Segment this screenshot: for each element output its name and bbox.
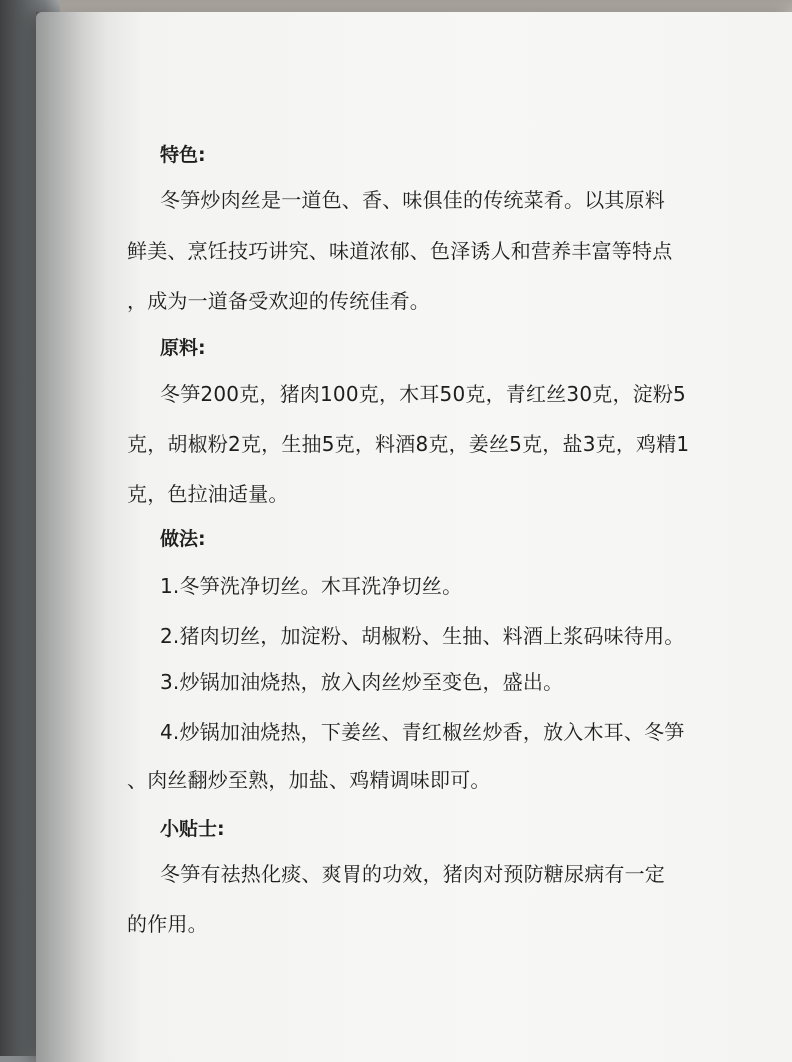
- ingredients-line-2: 克，胡椒粉2克，生抽5克，料酒8克，姜丝5克，盐3克，鸡精1: [127, 432, 690, 456]
- method-step-4: 4.炒锅加油烧热，下姜丝、青红椒丝炒香，放入木耳、冬笋: [160, 720, 685, 744]
- method-heading: 做法:: [160, 528, 206, 550]
- method-step-4-cont: 、肉丝翻炒至熟，加盐、鸡精调味即可。: [127, 768, 491, 792]
- method-step-2: 2.猪肉切丝，加淀粉、胡椒粉、生抽、料酒上浆码味待用。: [160, 624, 685, 648]
- features-line-2: 鲜美、烹饪技巧讲究、味道浓郁、色泽诱人和营养丰富等特点: [127, 239, 673, 263]
- features-line-3: ，成为一道备受欢迎的传统佳肴。: [127, 289, 430, 313]
- ingredients-line-3: 克，色拉油适量。: [127, 482, 289, 506]
- features-heading: 特色:: [160, 144, 206, 166]
- features-line-1: 冬笋炒肉丝是一道色、香、味俱佳的传统菜肴。以其原料: [160, 188, 665, 212]
- method-step-3: 3.炒锅加油烧热，放入肉丝炒至变色，盛出。: [160, 670, 564, 694]
- ingredients-heading: 原料:: [160, 337, 206, 359]
- tips-heading: 小贴士:: [160, 818, 225, 840]
- method-step-1: 1.冬笋洗净切丝。木耳洗净切丝。: [160, 574, 463, 598]
- tips-line-1: 冬笋有祛热化痰、爽胃的功效，猪肉对预防糖尿病有一定: [160, 862, 665, 886]
- tips-line-2: 的作用。: [127, 912, 208, 936]
- ingredients-line-1: 冬笋200克，猪肉100克，木耳50克，青红丝30克，淀粉5: [160, 382, 686, 406]
